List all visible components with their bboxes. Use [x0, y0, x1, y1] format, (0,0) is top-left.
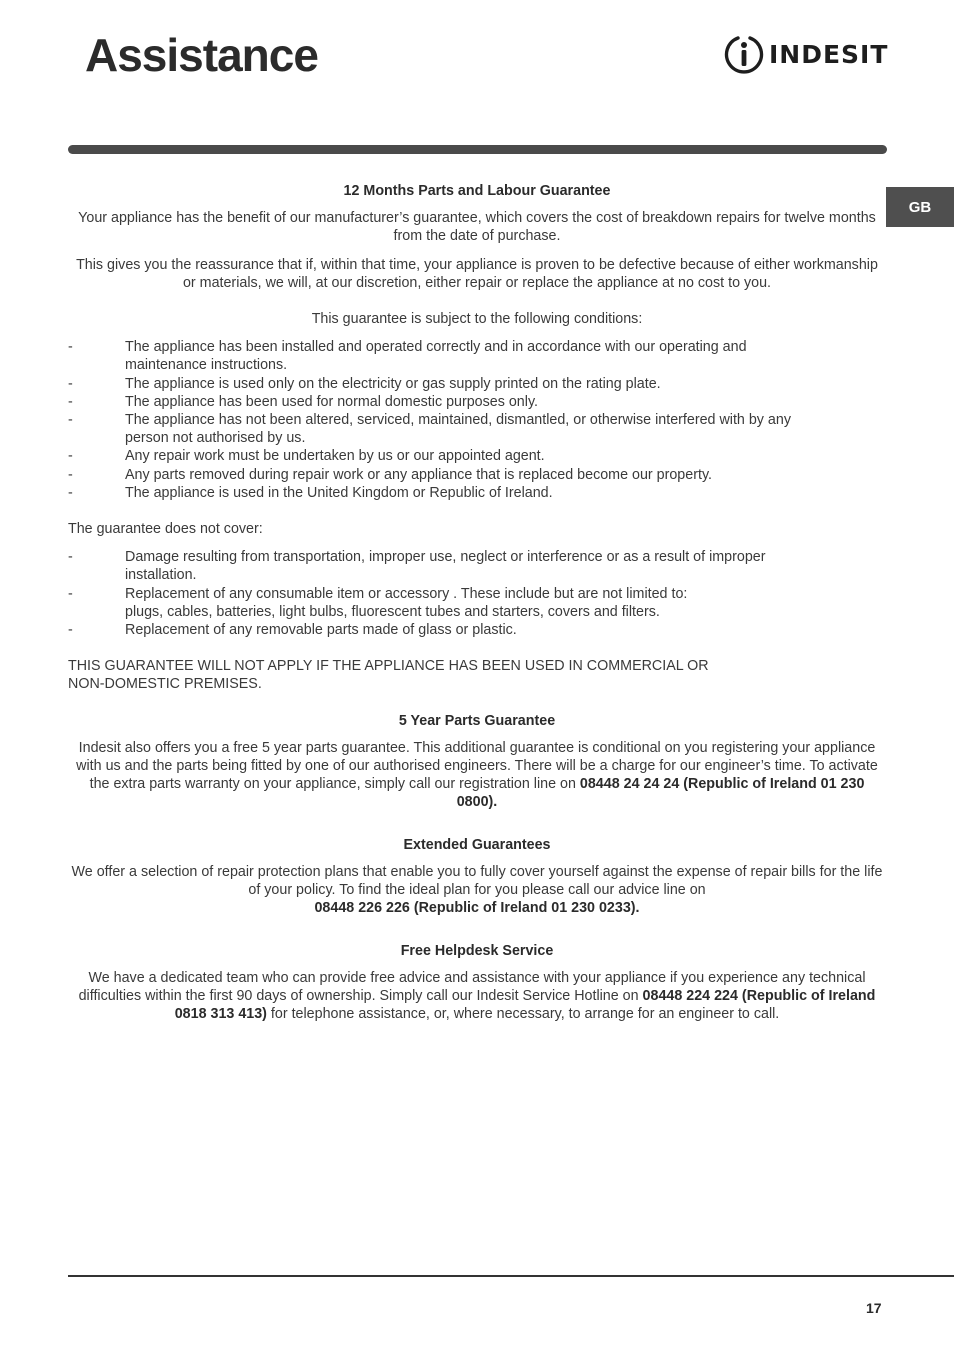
- conditions-intro: This guarantee is subject to the following conditions:: [311, 311, 643, 328]
- helpdesk-text-before: We have a dedicated team who can provide free advice and assistance with your appliance if you experience any technical difficulties within the first 90 days of ownership. Simply call our Indesit Service Hotline on: [78, 969, 866, 1004]
- list-marker: -: [68, 393, 73, 410]
- indesit-logo: [724, 33, 888, 75]
- language-tab-label: GB: [908, 198, 932, 216]
- list-marker: -: [68, 466, 73, 483]
- advice-line-phone: 08448 226 226 (Republic of Ireland 01 230 0233).: [314, 900, 640, 917]
- list-item-text: The appliance is used only on the electricity or gas supply printed on the rating plate.: [125, 375, 661, 392]
- list-item: [68, 375, 886, 393]
- footer-divider: [68, 1275, 954, 1277]
- page-number: 17: [866, 1300, 882, 1316]
- list-item: [68, 393, 886, 411]
- warning-line-1: THIS GUARANTEE WILL NOT APPLY IF THE APPLIANCE HAS BEEN USED IN COMMERCIAL OR: [68, 658, 709, 675]
- list-marker: -: [68, 375, 73, 392]
- guarantee-content: [68, 182, 886, 1023]
- section-heading-five-year: 5 Year Parts Guarantee: [398, 712, 556, 729]
- indesit-logo-icon: [724, 33, 764, 75]
- list-marker: -: [68, 448, 73, 465]
- list-marker: -: [68, 412, 73, 429]
- service-hotline-phone: 08448 224 224 (Republic of Ireland 0818 313 413): [174, 987, 876, 1023]
- extended-paragraph: [68, 863, 886, 918]
- list-item-text: The appliance has not been altered, serviced, maintained, dismantled, or otherwise interfered with by any person not authorised by us.: [125, 412, 791, 447]
- list-item-text: The appliance is used in the United Kingdom or Republic of Ireland.: [125, 484, 553, 501]
- list-item: [68, 338, 886, 374]
- parts-labour-paragraph-1: Your appliance has the benefit of our manufacturer’s guarantee, which covers the cost of breakdown repairs for twelve months from the date of purchase.: [78, 210, 876, 245]
- list-item-text: The appliance has been used for normal domestic purposes only.: [125, 393, 538, 410]
- list-item-text: Damage resulting from transportation, improper use, neglect or interference or as a result of improper installation.: [125, 549, 766, 584]
- conditions-list: [68, 338, 886, 502]
- parts-labour-paragraph-2: This gives you the reassurance that if, within that time, your appliance is proven to be defective because of either workmanship or materials, we will, at our discretion, either repair or replace the appliance at no cost to you.: [76, 256, 878, 291]
- list-item: [68, 447, 886, 465]
- list-item-text: Any parts removed during repair work or any appliance that is replaced become our property.: [125, 466, 713, 483]
- list-item-text: The appliance has been installed and operated correctly and in accordance with our operating and maintenance instructions.: [125, 339, 747, 374]
- indesit-logo-text: INDESIT: [769, 39, 889, 69]
- section-heading-helpdesk: Free Helpdesk Service: [400, 942, 554, 959]
- registration-phone: 08448 24 24 24 (Republic of Ireland 01 230 0800).: [456, 776, 865, 811]
- header-divider: [68, 145, 887, 154]
- list-marker: -: [68, 339, 73, 356]
- list-marker: -: [68, 622, 73, 639]
- helpdesk-paragraph: [68, 969, 886, 1024]
- list-item: [68, 466, 886, 484]
- commercial-use-warning: [68, 657, 886, 693]
- extended-text: We offer a selection of repair protection plans that enable you to fully cover yourself against the expense of repair bills for the life of your policy. To find the ideal plan for you please call our advice line on: [71, 863, 883, 899]
- list-marker: -: [68, 549, 73, 566]
- five-year-text: Indesit also offers you a free 5 year parts guarantee. This additional guarantee is conditional on you registering your appliance with us and the parts being fitted by one of our authorised engineers. There will be a charge for our engineer’s time. To activate the extra parts warranty on your appliance, simply call our registration line on: [76, 739, 878, 793]
- not-cover-list: [68, 548, 886, 639]
- not-cover-intro: The guarantee does not cover:: [68, 521, 263, 538]
- five-year-paragraph: [68, 739, 886, 812]
- page-title: Assistance: [85, 29, 318, 81]
- helpdesk-text-after: for telephone assistance, or, where necessary, to arrange for an engineer to call.: [266, 1006, 780, 1023]
- list-item-subtext: plugs, cables, batteries, light bulbs, fluorescent tubes and starters, covers and filters.: [125, 603, 660, 620]
- list-item: [68, 548, 886, 584]
- language-tab: [886, 187, 954, 227]
- list-marker: -: [68, 585, 73, 602]
- list-item: [68, 621, 886, 639]
- list-item: [68, 411, 886, 447]
- list-item-text: Any repair work must be undertaken by us or our appointed agent.: [125, 448, 545, 465]
- section-heading-parts-labour: 12 Months Parts and Labour Guarantee: [343, 183, 611, 199]
- list-marker: -: [68, 484, 73, 501]
- list-item: [68, 484, 886, 502]
- list-item: [68, 585, 886, 621]
- list-item-text: Replacement of any removable parts made of glass or plastic.: [125, 622, 517, 639]
- warning-line-2: NON-DOMESTIC PREMISES.: [68, 676, 262, 693]
- section-heading-extended: Extended Guarantees: [403, 836, 551, 853]
- list-item-text: Replacement of any consumable item or accessory . These include but are not limited to:: [125, 585, 688, 602]
